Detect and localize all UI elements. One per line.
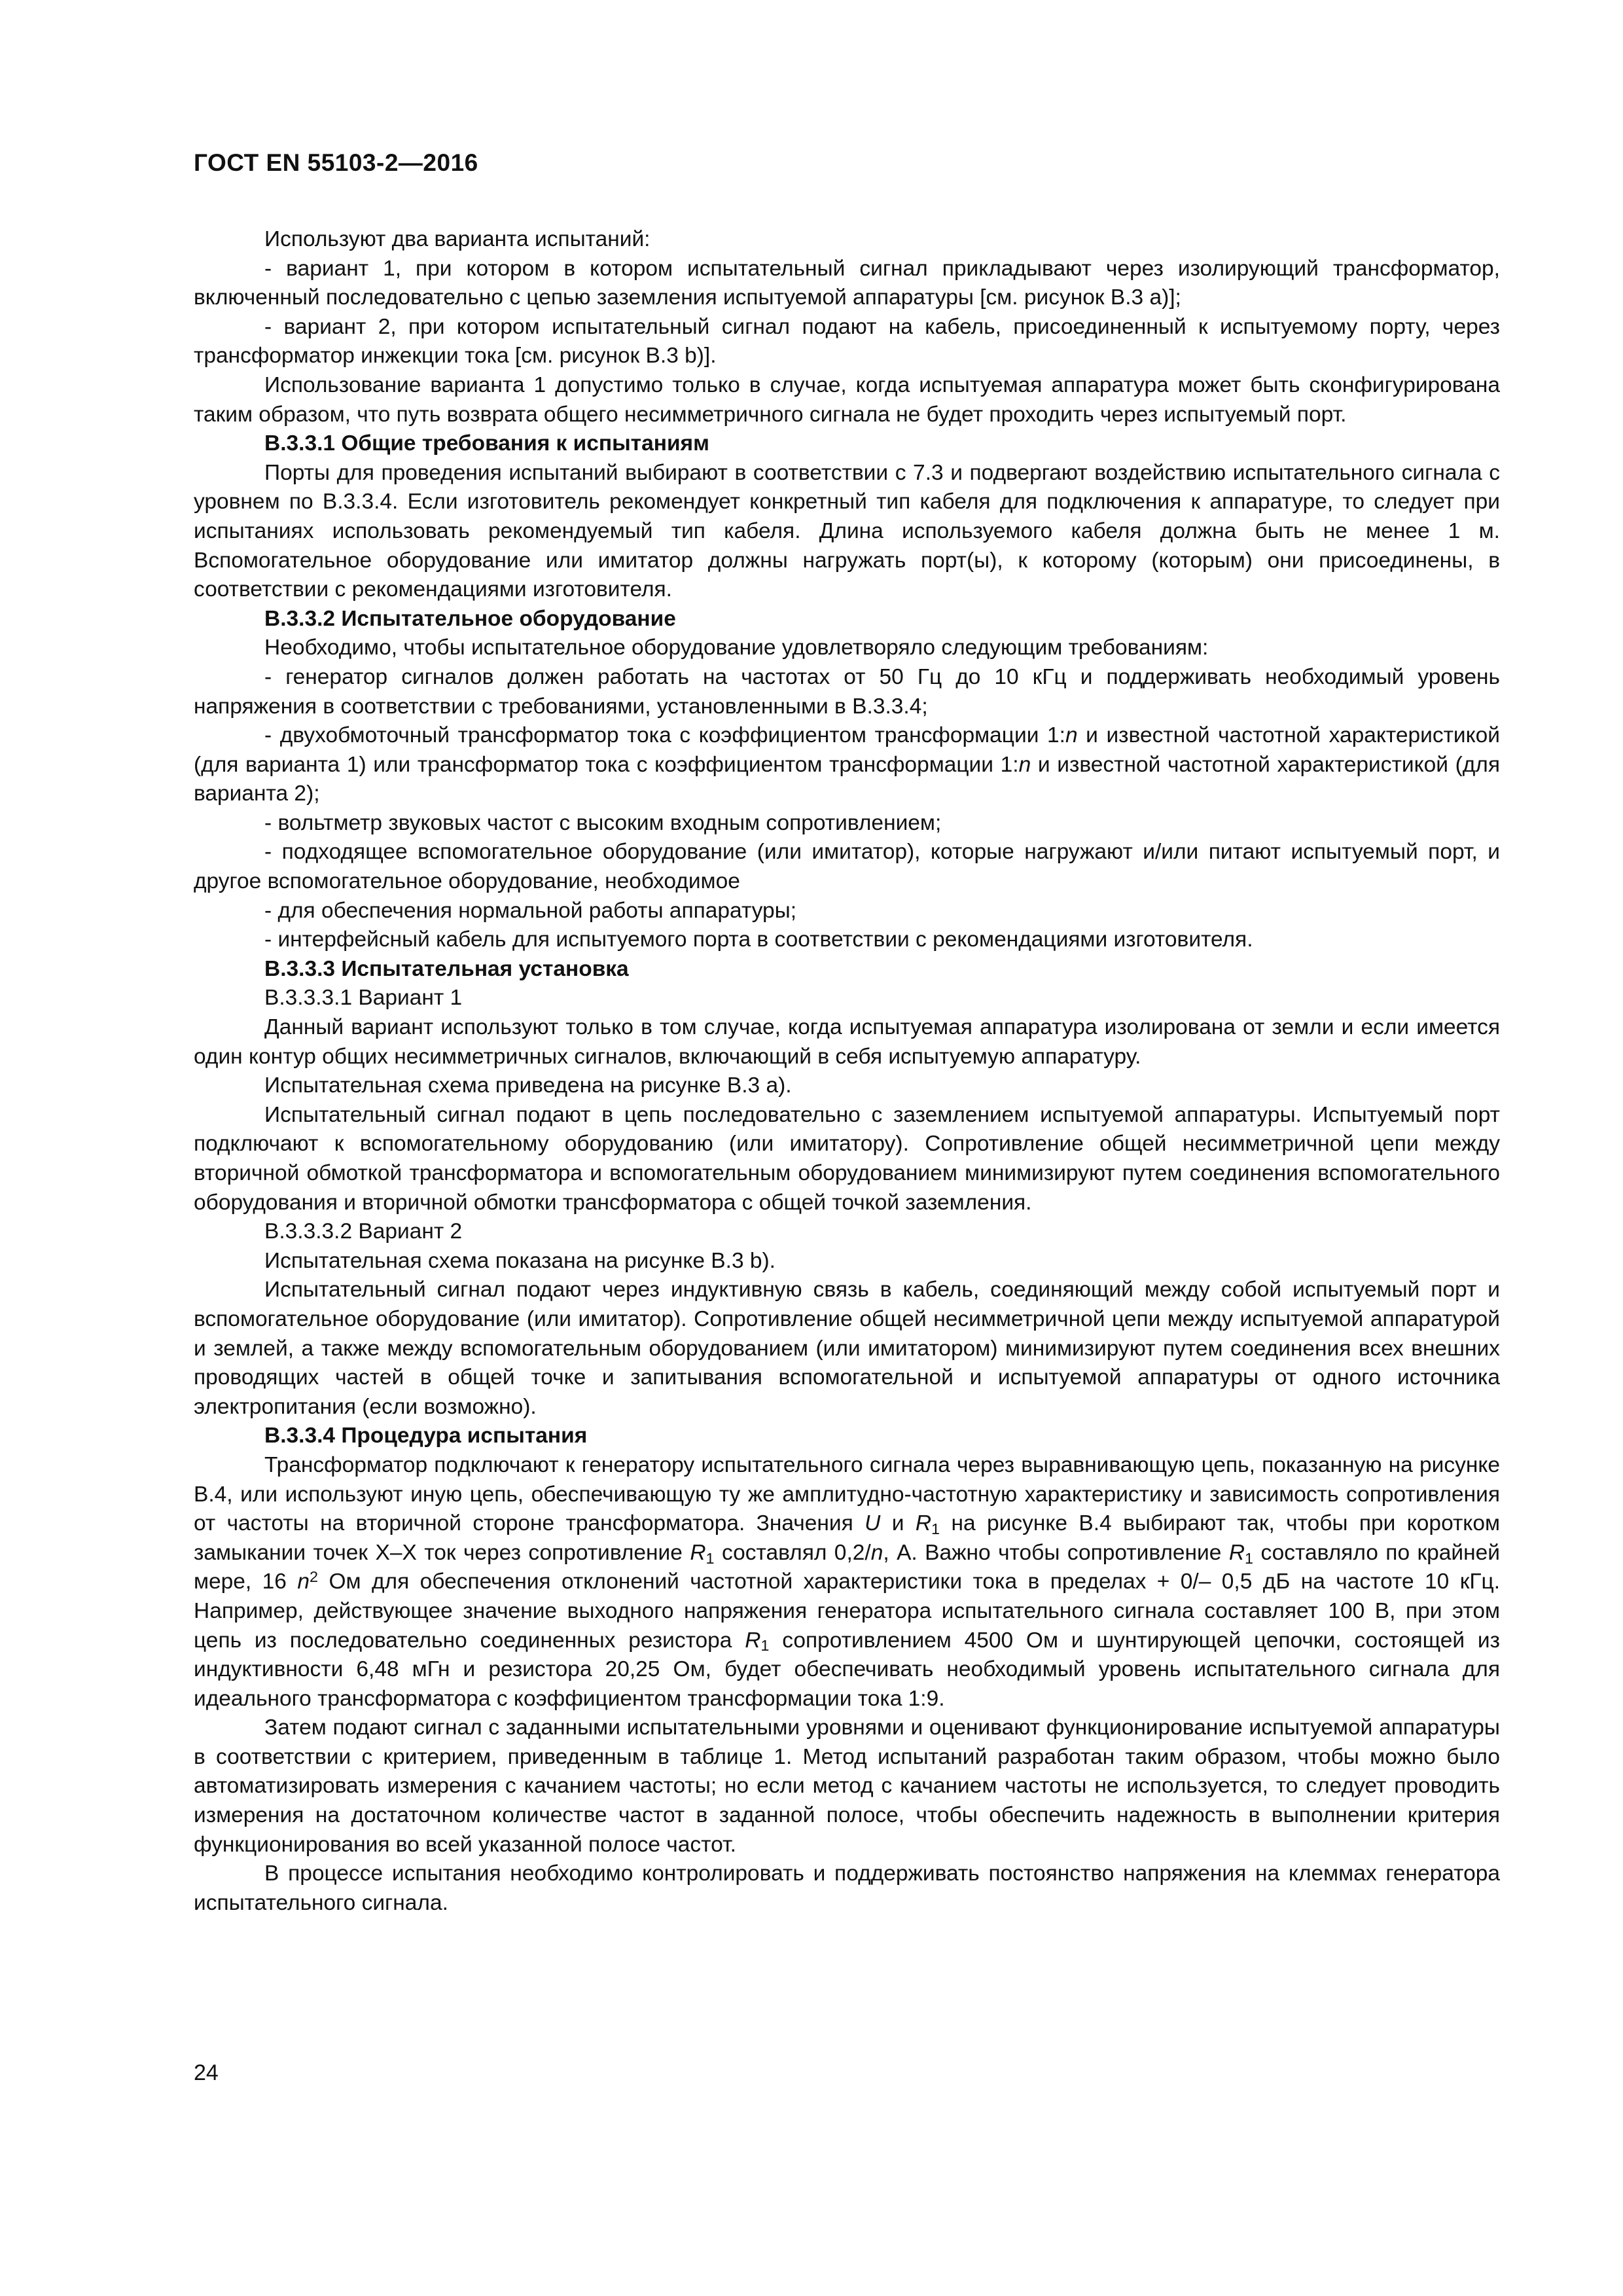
body-paragraph: Использование варианта 1 допустимо только в случае, когда испытуемая аппаратура может быть сконфигурирована таким образом, что путь возврата общего несимметричного сигнала не будет проходить через испытуемый порт. [194, 372, 1500, 427]
body-paragraph: - для обеспечения нормальной работы аппаратуры; [264, 898, 797, 923]
body-paragraph: - вольтметр звуковых частот с высоким входным сопротивлением; [264, 810, 942, 835]
body-paragraph: - подходящее вспомогательное оборудование (или имитатор), которые нагружают и/или питают испытуемый порт, и другое вспомогательное оборудование, необходимое [194, 840, 1500, 894]
section-heading: В.3.3.4 Процедура испытания [264, 1424, 588, 1448]
document-code-header: ГОСТ EN 55103-2—2016 [194, 149, 478, 176]
body-paragraph: - генератор сигналов должен работать на частотах от 50 Гц до 10 кГц и поддерживать необходимый уровень напряжения в соответствии с требованиями, установленными в В.3.3.4; [194, 664, 1500, 719]
body-paragraph: - вариант 1, при котором в котором испытательный сигнал прикладывают через изолирующий трансформатор, включенный последовательно с цепью заземления испытуемой аппаратуры [см. рисунок В.3 a)]; [194, 256, 1500, 310]
section-heading: В.3.3.3 Испытательная установка [264, 956, 629, 981]
section-heading: В.3.3.1 Общие требования к испытаниям [264, 431, 709, 456]
body-paragraph: Порты для проведения испытаний выбирают в соответствии с 7.3 и подвергают воздействию испытательного сигнала с уровнем по В.3.3.4. Если изготовитель рекомендует конкретный тип кабеля для подключения к аппаратуре, то следует при испытаниях использовать рекомендуемый тип кабеля. Длина используемого кабеля должна быть не менее 1 м. Вспомогательное оборудование или имитатор должны нагружать порт(ы), к которому (которым) они присоединены, в соответствии с рекомендациями изготовителя. [194, 460, 1500, 602]
body-paragraph: - двухобмоточный трансформатор тока с коэффициентом трансформации 1:n и известной частотной характеристикой (для варианта 1) или трансформатор тока с коэффициентом трансформации 1:n и известной частотной характеристикой (для варианта 2); [194, 723, 1501, 806]
body-paragraph: Испытательная схема приведена на рисунке В.3 a). [264, 1073, 792, 1098]
page-number: 24 [194, 2060, 219, 2085]
body-paragraph: Испытательная схема показана на рисунке В.3 b). [264, 1248, 776, 1273]
body-paragraph: Используют два варианта испытаний: [264, 227, 651, 251]
body-paragraph: В процессе испытания необходимо контролировать и поддерживать постоянство напряжения на клеммах генератора испытательного сигнала. [194, 1861, 1500, 1915]
body-paragraph: Необходимо, чтобы испытательное оборудование удовлетворяло следующим требованиям: [264, 636, 1209, 660]
body-paragraph: Трансформатор подключают к генератору испытательного сигнала через выравнивающую цепь, показанную на рисунке В.4, или используют иную цепь, обеспечивающую ту же амплитудно-частотную характеристику и зависимость сопротивления от частоты на вторичной стороне трансформатора. Значения U и $R_1$ на рисунке В.4 выбирают так, чтобы при коротком замыкании точек Х–Х ток через сопротивление $R_1$ составлял 0,2/n, А. Важно чтобы сопротивление $R_1$ составляло по крайней мере, 16 $n^2$ Ом для обеспечения отклонений частотной характеристики тока в пределах + 0/– 0,5 дБ на частоте 10 кГц. Например, действующее значение выходного напряжения генератора испытательного сигнала составляет 100 В, при этом цепь из последовательно соединенных резистора $R_1$ сопротивлением 4500 Ом и шунтирующей цепочки, состоящей из индуктивности 6,48 мГн и резистора 20,25 Ом, будет обеспечивать необходимый уровень испытательного сигнала для идеального трансформатора с коэффициентом трансформации тока 1:9. [194, 1452, 1501, 1711]
body-paragraph: В.3.3.3.1 Вариант 1 [264, 986, 463, 1011]
body-paragraph: В.3.3.3.2 Вариант 2 [264, 1219, 463, 1244]
section-heading: В.3.3.2 Испытательное оборудование [264, 606, 676, 631]
body-paragraph: Данный вариант используют только в том случае, когда испытуемая аппаратура изолирована от земли и если имеется один контур общих несимметричных сигналов, включающий в себя испытуемую аппаратуру. [194, 1015, 1500, 1069]
body-paragraph: - вариант 2, при котором испытательный сигнал подают на кабель, присоединенный к испытуемому порту, через трансформатор инжекции тока [см. рисунок В.3 b)]. [194, 314, 1500, 368]
body-paragraph: Испытательный сигнал подают через индуктивную связь в кабель, соединяющий между собой испытуемый порт и вспомогательное оборудование (или имитатор). Сопротивление общей несимметричной цепи между испытуемой аппаратурой и землей, а также между вспомогательным оборудованием (или имитатором) минимизируют путем соединения всех внешних проводящих частей в общей точке и запитывания вспомогательной и испытуемой аппаратуры от одного источника электропитания (если возможно). [194, 1278, 1500, 1419]
body-paragraph: - интерфейсный кабель для испытуемого порта в соответствии с рекомендациями изготовителя. [264, 927, 1253, 952]
document-body [194, 225, 1500, 1918]
body-paragraph: Затем подают сигнал с заданными испытательными уровнями и оценивают функционирование испытуемой аппаратуры в соответствии с критерием, приведенным в таблице 1. Метод испытаний разработан таким образом, чтобы можно было автоматизировать измерения с качанием частоты; но если метод с качанием частоты не используется, то следует проводить измерения на достаточном количестве частот в заданной полосе, чтобы обеспечить надежность в выполнении критерия функционирования во всей указанной полосе частот. [194, 1715, 1500, 1857]
body-paragraph: Испытательный сигнал подают в цепь последовательно с заземлением испытуемой аппаратуры. Испытуемый порт подключают к вспомогательному оборудованию (или имитатору). Сопротивление общей несимметричной цепи между вторичной обмоткой трансформатора и вспомогательным оборудованием минимизируют путем соединения вспомогательного оборудования и вторичной обмотки трансформатора с общей точкой заземления. [194, 1102, 1500, 1215]
